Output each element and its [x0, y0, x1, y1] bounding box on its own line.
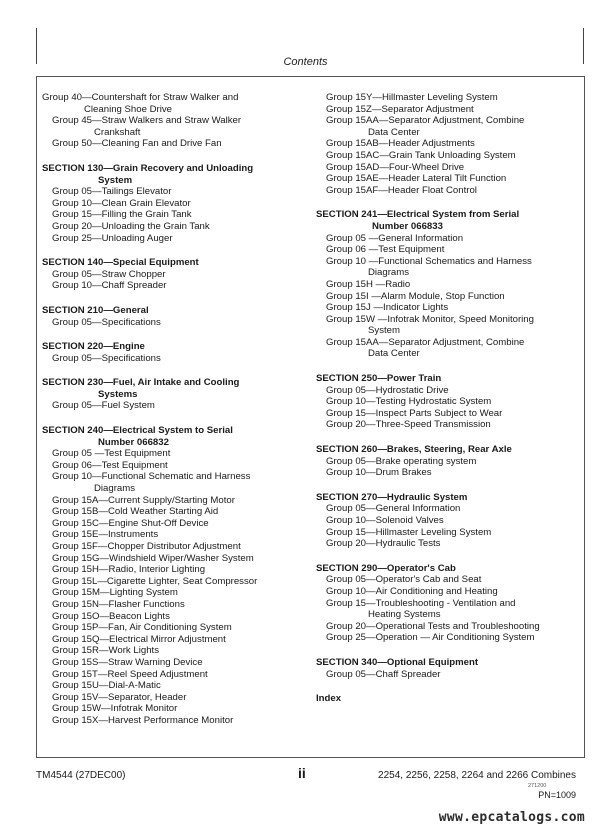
group-title: Group 15X—Harvest Performance Monitor: [52, 714, 234, 726]
group-title: Group 15P—Fan, Air Conditioning System: [52, 622, 232, 634]
section-title: SECTION 340—Optional Equipment: [316, 656, 479, 668]
group-title-continued: Cleaning Shoe Drive: [84, 103, 172, 115]
group-title: Group 15H—Radio, Interior Lighting: [52, 564, 206, 576]
section-title: SECTION 250—Power Train: [316, 373, 442, 385]
group-entry: [316, 337, 578, 360]
group-title: Group 15AE—Header Lateral Tilt Function: [326, 173, 507, 185]
group-title: Group 05—General Information: [326, 503, 461, 515]
group-entry: [316, 291, 578, 303]
section-heading: [316, 373, 578, 385]
group-entry: [42, 587, 304, 599]
section-title: Index: [316, 693, 342, 705]
group-title: Group 15AD—Four-Wheel Drive: [326, 161, 465, 173]
section-heading: [316, 657, 578, 669]
group-entry: [42, 233, 304, 245]
group-entry: [42, 221, 304, 233]
section-title: SECTION 290—Operator's Cab: [316, 562, 456, 574]
group-entry: [42, 611, 304, 623]
group-entry: [316, 467, 578, 479]
section-title: SECTION 270—Hydraulic System: [316, 491, 468, 503]
footer-models: 2254, 2256, 2258, 2264 and 2266 Combines: [378, 770, 576, 781]
group-entry: [316, 162, 578, 174]
group-entry: [42, 198, 304, 210]
section-title: SECTION 140—Special Equipment: [42, 257, 199, 269]
group-title: Group 15H —Radio: [326, 278, 411, 290]
group-title: Group 15U—Dial-A-Matic: [52, 680, 161, 692]
group-title: Group 15V—Separator, Header: [52, 691, 187, 703]
group-title: Group 05—Fuel System: [52, 400, 155, 412]
group-entry: [316, 173, 578, 185]
footer-date-code: 271200: [528, 783, 547, 789]
group-entry: [42, 115, 304, 138]
group-entry: [316, 503, 578, 515]
group-entry: [316, 302, 578, 314]
group-title: Group 15T—Reel Speed Adjustment: [52, 668, 208, 680]
group-title: Group 10—Clean Grain Elevator: [52, 197, 191, 209]
group-title: Group 15—Filling the Grain Tank: [52, 209, 192, 221]
group-entry: [42, 280, 304, 292]
section-title: SECTION 220—Engine: [42, 341, 145, 353]
group-title: Group 15I —Alarm Module, Stop Function: [326, 290, 505, 302]
section-heading: [316, 563, 578, 575]
section-title: SECTION 210—General: [42, 304, 149, 316]
footer-page-number: ii: [298, 765, 306, 781]
group-title: Group 05—Straw Chopper: [52, 268, 166, 280]
group-entry: [316, 586, 578, 598]
group-title: Group 15AA—Separator Adjustment, Combine: [326, 115, 525, 127]
group-title: Group 20—Three-Speed Transmission: [326, 419, 491, 431]
group-entry: [42, 138, 304, 150]
group-entry: [42, 657, 304, 669]
group-entry: [316, 408, 578, 420]
group-entry: [42, 541, 304, 553]
group-title: Group 15E—Instruments: [52, 529, 159, 541]
watermark-url: www.epcatalogs.com: [438, 810, 585, 825]
section-title-continued: Systems: [98, 388, 138, 400]
group-title: Group 15—Troubleshooting - Ventilation and: [326, 597, 516, 609]
group-entry: [42, 576, 304, 588]
group-title: Group 15B—Cold Weather Starting Aid: [52, 506, 219, 518]
section-title-continued: System: [98, 174, 133, 186]
group-entry: [42, 645, 304, 657]
group-entry: [316, 538, 578, 550]
group-entry: [42, 529, 304, 541]
group-title: Group 15W—Infotrak Monitor: [52, 703, 178, 715]
group-title: Group 15M—Lighting System: [52, 587, 178, 599]
group-entry: [42, 703, 304, 715]
group-title: Group 05—Chaff Spreader: [326, 668, 441, 680]
section-heading: [42, 257, 304, 269]
group-title: Group 20—Hydraulic Tests: [326, 538, 441, 550]
group-entry: [316, 92, 578, 104]
section-heading: [316, 492, 578, 504]
group-title: Group 15L—Cigarette Lighter, Seat Compressor: [52, 575, 258, 587]
section-title-continued: Number 066833: [372, 220, 443, 232]
group-entry: [42, 634, 304, 646]
group-title: Group 15Z—Separator Adjustment: [326, 103, 474, 115]
group-entry: [42, 622, 304, 634]
page-header-title: Contents: [283, 56, 328, 68]
section-heading: [316, 209, 578, 232]
section-title: SECTION 241—Electrical System from Serial: [316, 209, 520, 221]
group-title-continued: Data Center: [368, 126, 420, 138]
group-title-continued: Data Center: [368, 348, 420, 360]
group-title: Group 10—Solenoid Valves: [326, 515, 444, 526]
group-entry: [316, 244, 578, 256]
group-entry: [316, 574, 578, 586]
group-title: Group 10—Drum Brakes: [326, 467, 432, 479]
group-entry: [316, 150, 578, 162]
group-entry: [316, 385, 578, 397]
section-title: SECTION 240—Electrical System to Serial: [42, 425, 233, 437]
group-entry: [316, 527, 578, 539]
group-title: Group 20—Unloading the Grain Tank: [52, 220, 210, 232]
section-heading: [42, 425, 304, 448]
group-title: Group 45—Straw Walkers and Straw Walker: [52, 115, 242, 127]
group-title: Group 06—Test Equipment: [52, 459, 168, 471]
group-title: Group 05 —General Information: [326, 232, 464, 244]
group-title: Group 15AB—Header Adjustments: [326, 138, 475, 150]
group-title: Group 05—Hydrostatic Drive: [326, 384, 449, 396]
group-entry: [316, 456, 578, 468]
section-title-continued: Number 066832: [98, 436, 169, 448]
section-title: SECTION 130—Grain Recovery and Unloading: [42, 162, 254, 174]
section-heading: [42, 163, 304, 186]
group-entry: [316, 515, 578, 527]
group-entry: [316, 669, 578, 681]
group-title-continued: System: [368, 325, 400, 337]
footer-pn: PN=1009: [538, 790, 576, 800]
group-entry: [42, 506, 304, 518]
section-heading: [316, 444, 578, 456]
group-entry: [316, 598, 578, 621]
group-entry: [42, 317, 304, 329]
group-title: Group 15J —Indicator Lights: [326, 302, 449, 314]
group-entry: [316, 115, 578, 138]
group-entry: [316, 632, 578, 644]
group-title: Group 50—Cleaning Fan and Drive Fan: [52, 138, 222, 150]
group-title: Group 15O—Beacon Lights: [52, 610, 170, 622]
group-title: Group 15G—Windshield Wiper/Washer System: [52, 552, 254, 564]
group-entry: [316, 279, 578, 291]
group-entry: [42, 400, 304, 412]
section-heading: [42, 341, 304, 353]
group-title: Group 40—Countershaft for Straw Walker and: [42, 92, 239, 103]
group-entry: [316, 104, 578, 116]
group-entry: [42, 471, 304, 494]
group-entry: [42, 460, 304, 472]
group-title: Group 15Y—Hillmaster Leveling System: [326, 92, 498, 103]
group-entry: [316, 233, 578, 245]
group-title: Group 15—Hillmaster Leveling System: [326, 526, 492, 538]
group-entry: [316, 419, 578, 431]
group-title: Group 15N—Flasher Functions: [52, 598, 185, 610]
group-entry: [42, 92, 304, 115]
group-title: Group 15S—Straw Warning Device: [52, 656, 203, 668]
group-title: Group 25—Unloading Auger: [52, 232, 173, 244]
group-entry: [316, 396, 578, 408]
contents-right-column: [316, 92, 578, 705]
group-entry: [316, 256, 578, 279]
group-title: Group 05 —Test Equipment: [52, 448, 171, 460]
group-entry: [316, 138, 578, 150]
group-title: Group 06 —Test Equipment: [326, 244, 445, 256]
section-title: SECTION 230—Fuel, Air Intake and Cooling: [42, 377, 240, 389]
group-title: Group 20—Operational Tests and Troubleshooting: [326, 620, 540, 632]
group-entry: [42, 553, 304, 565]
group-title: Group 15AA—Separator Adjustment, Combine: [326, 336, 525, 348]
group-entry: [316, 621, 578, 633]
group-entry: [42, 186, 304, 198]
section-heading: [42, 305, 304, 317]
group-entry: [42, 715, 304, 727]
group-entry: [42, 495, 304, 507]
group-title: Group 10—Air Conditioning and Heating: [326, 585, 498, 597]
group-title: Group 05—Tailings Elevator: [52, 186, 172, 198]
group-entry: [316, 185, 578, 197]
group-entry: [42, 599, 304, 611]
group-title-continued: Diagrams: [368, 267, 410, 279]
group-title: Group 15AF—Header Float Control: [326, 184, 477, 196]
group-title: Group 15C—Engine Shut-Off Device: [52, 517, 209, 529]
group-title-continued: Crankshaft: [94, 126, 141, 138]
section-heading: [316, 693, 578, 705]
group-entry: [316, 314, 578, 337]
group-title: Group 05—Specifications: [52, 316, 161, 328]
group-entry: [42, 564, 304, 576]
section-title: SECTION 260—Brakes, Steering, Rear Axle: [316, 444, 512, 456]
group-entry: [42, 448, 304, 460]
section-heading: [42, 377, 304, 400]
group-title: Group 15Q—Electrical Mirror Adjustment: [52, 633, 226, 645]
group-entry: [42, 669, 304, 681]
group-entry: [42, 209, 304, 221]
group-title: Group 15—Inspect Parts Subject to Wear: [326, 407, 503, 419]
group-title: Group 15AC—Grain Tank Unloading System: [326, 149, 516, 161]
group-title: Group 15W —Infotrak Monitor, Speed Monitoring: [326, 313, 534, 325]
group-title: Group 10—Functional Schematic and Harness: [52, 471, 251, 483]
group-title: Group 10—Chaff Spreader: [52, 280, 167, 292]
group-title-continued: Heating Systems: [368, 609, 441, 621]
group-entry: [42, 518, 304, 530]
group-title: Group 15A—Current Supply/Starting Motor: [52, 494, 235, 506]
group-title: Group 05—Operator's Cab and Seat: [326, 574, 482, 586]
group-entry: [42, 692, 304, 704]
group-entry: [42, 353, 304, 365]
group-entry: [42, 680, 304, 692]
group-title: Group 05—Brake operating system: [326, 455, 477, 467]
group-title: Group 10—Testing Hydrostatic System: [326, 396, 492, 408]
group-title: Group 10 —Functional Schematics and Harness: [326, 255, 532, 267]
contents-left-column: [42, 92, 304, 727]
group-entry: [42, 269, 304, 281]
group-title: Group 15F—Chopper Distributor Adjustment: [52, 541, 241, 552]
group-title: Group 25—Operation — Air Conditioning System: [326, 632, 535, 644]
footer-doc-id: TM4544 (27DEC00): [36, 770, 126, 781]
group-title-continued: Diagrams: [94, 483, 136, 495]
group-title: Group 15R—Work Lights: [52, 645, 159, 657]
group-title: Group 05—Specifications: [52, 352, 161, 364]
